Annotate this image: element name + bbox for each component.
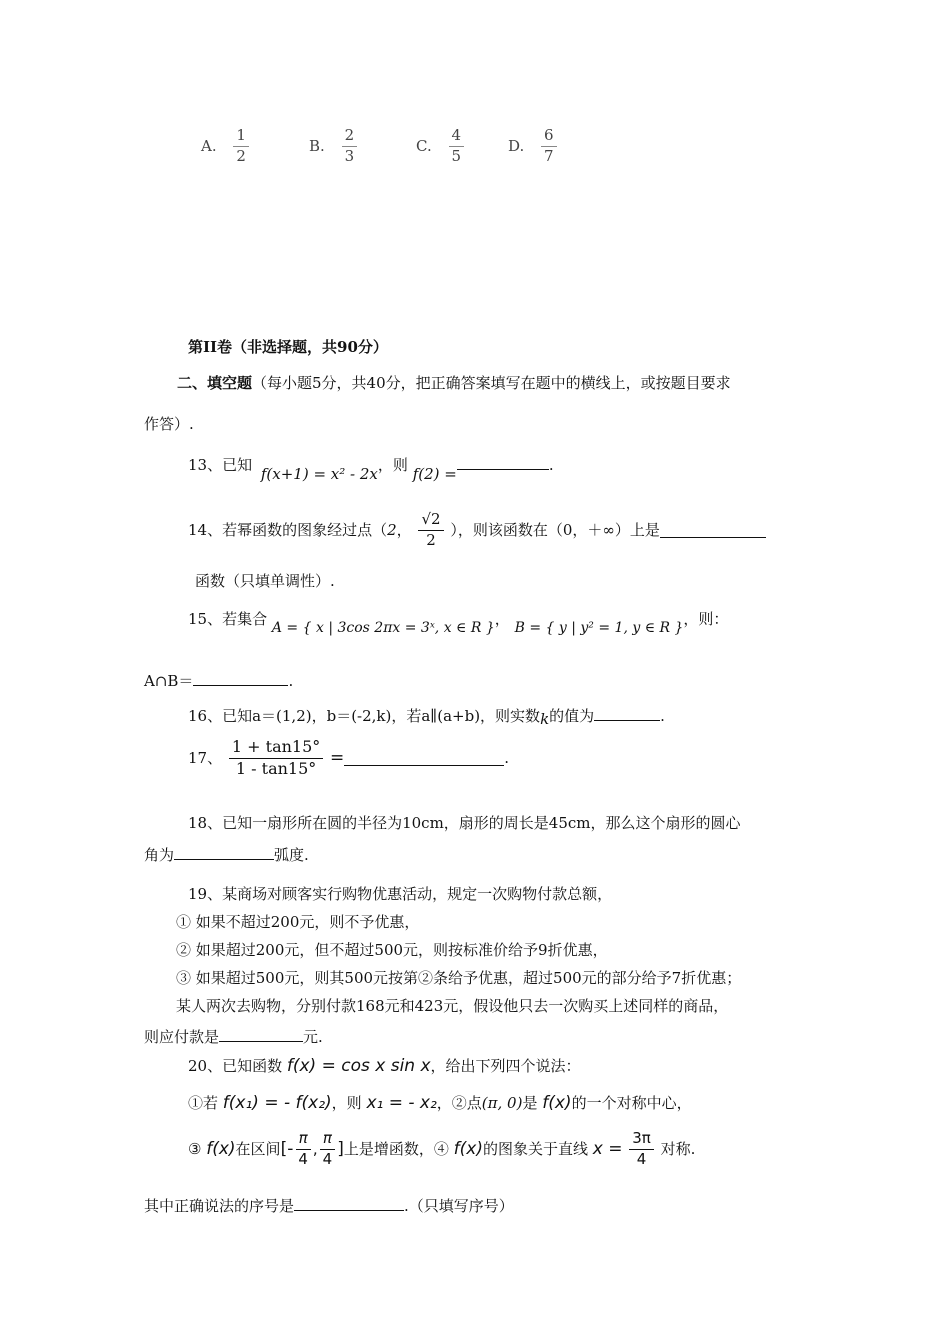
choice-a [201, 128, 251, 165]
section2-instruction-cont: 作答）. [144, 415, 194, 433]
question-18-line2: 角为 弧度. [144, 846, 309, 864]
q17-fraction: $\frac{1 + \tan 15^\circ}{1 - \tan 15^\circ}$ [229, 739, 323, 778]
section2-instruction: （每小题5分，共40分，把正确答案填写在题中的横线上，或按题目要求 [252, 374, 731, 392]
choice-b [309, 128, 359, 165]
question-19-item3: ③ 如果超过500元，则其500元按第②条给予优惠，超过500元的部分给予7折优惠； [176, 969, 742, 987]
question-19-line6: 则应付款是 元. [144, 1028, 323, 1046]
q13-formula: f(x+1) = x² - 2x [260, 465, 378, 483]
choice-a-fraction: $\frac{1}{2}$ [233, 128, 249, 165]
question-20: 20、已知函数 f(x) = cos x sin x，给出下列四个说法： [188, 1056, 581, 1076]
q15-answer-blank[interactable] [193, 671, 288, 686]
choice-c-fraction: $\frac{4}{5}$ [449, 128, 465, 165]
q17-answer-blank[interactable] [344, 751, 504, 766]
q20-answer-blank[interactable] [294, 1196, 404, 1211]
question-14: 14、若幂函数的图象经过点（2， $\frac{√2}{2}$ ），则该函数在（0，＋∞）上是 [188, 512, 766, 549]
choice-b-fraction: $\frac{2}{3}$ [342, 128, 358, 165]
choice-d [508, 128, 559, 165]
q15-set-b: B = { y | y² = 1, y ∈ R } [514, 620, 684, 636]
choice-c-label: C. [416, 136, 432, 155]
choice-a-label: A. [201, 136, 217, 155]
part2-title: 第II卷（非选择题，共90分） [188, 338, 388, 356]
q14-answer-blank[interactable] [660, 523, 766, 538]
q13-answer-blank[interactable] [457, 455, 549, 470]
choice-c [416, 128, 466, 165]
q18-answer-blank[interactable] [174, 845, 274, 860]
question-20-statements-3-4: ③ f(x)在区间[- $\frac{\pi}{4}$ , $\frac{\pi}{4}$ ]上是增函数，④ f(x)的图象关于直线 x = $\frac{3\pi}{4}$ 对称. [188, 1129, 696, 1168]
q20-function: f(x) = cos x sin x [286, 1056, 431, 1076]
question-16: 16、已知a＝(1,2)，b＝(-2,k)，若a∥(a+b)，则实数k的值为 . [188, 707, 665, 728]
section2-heading-line [177, 376, 731, 391]
question-17: 17、 $\frac{1 + \tan 15^\circ}{1 - \tan 15^\circ}$ = . [188, 737, 510, 778]
q20-line-fraction: $\frac{3\pi}{4}$ [629, 1131, 654, 1168]
q16-answer-blank[interactable] [594, 706, 660, 721]
question-14-cont: 函数（只填单调性）. [195, 572, 335, 590]
q14-fraction: $\frac{√2}{2}$ [418, 512, 443, 549]
question-19-item1: ① 如果不超过200元，则不予优惠， [176, 913, 420, 931]
q20-interval-left-fraction: $\frac{\pi}{4}$ [295, 1131, 311, 1168]
q20-interval-right-fraction: $\frac{\pi}{4}$ [320, 1131, 336, 1168]
q13-target: f(2) = [412, 465, 457, 483]
q19-answer-blank[interactable] [219, 1027, 303, 1042]
question-20-statements-1-2: ①若 f(x₁) = - f(x₂)，则 x₁ = - x₂，②点(π, 0)是 f(x)的一个对称中心， [188, 1093, 692, 1113]
question-19-line5: 某人两次去购物，分别付款168元和423元，假设他只去一次购买上述同样的商品， [176, 997, 729, 1015]
q15-set-a: A = { x | 3cos 2πx = 3ˣ, x ∈ R } [271, 620, 495, 636]
question-19-line1: 19、某商场对顾客实行购物优惠活动，规定一次购物付款总额， [188, 885, 613, 903]
question-20-ask: 其中正确说法的序号是 .（只填写序号） [144, 1197, 514, 1215]
question-15: 15、若集合 A = { x | 3cos 2πx = 3ˣ, x ∈ R }， B = { y | y² = 1, y ∈ R }，则： [188, 610, 729, 636]
question-19-item2: ② 如果超过200元，但不超过500元，则按标准价给予9折优惠， [176, 941, 608, 959]
section2-heading: 二、填空题 [177, 374, 253, 392]
question-18-line1: 18、已知一扇形所在圆的半径为10cm，扇形的周长是45cm，那么这个扇形的圆心 [188, 814, 741, 832]
question-15-cont: A∩B＝ . [144, 672, 294, 690]
choice-d-label: D. [508, 136, 525, 155]
choice-d-fraction: $\frac{6}{7}$ [541, 128, 557, 165]
choice-b-label: B. [309, 136, 325, 155]
question-13: 13、已知 f(x+1) = x² - 2x，则 f(2) = . [188, 456, 554, 483]
